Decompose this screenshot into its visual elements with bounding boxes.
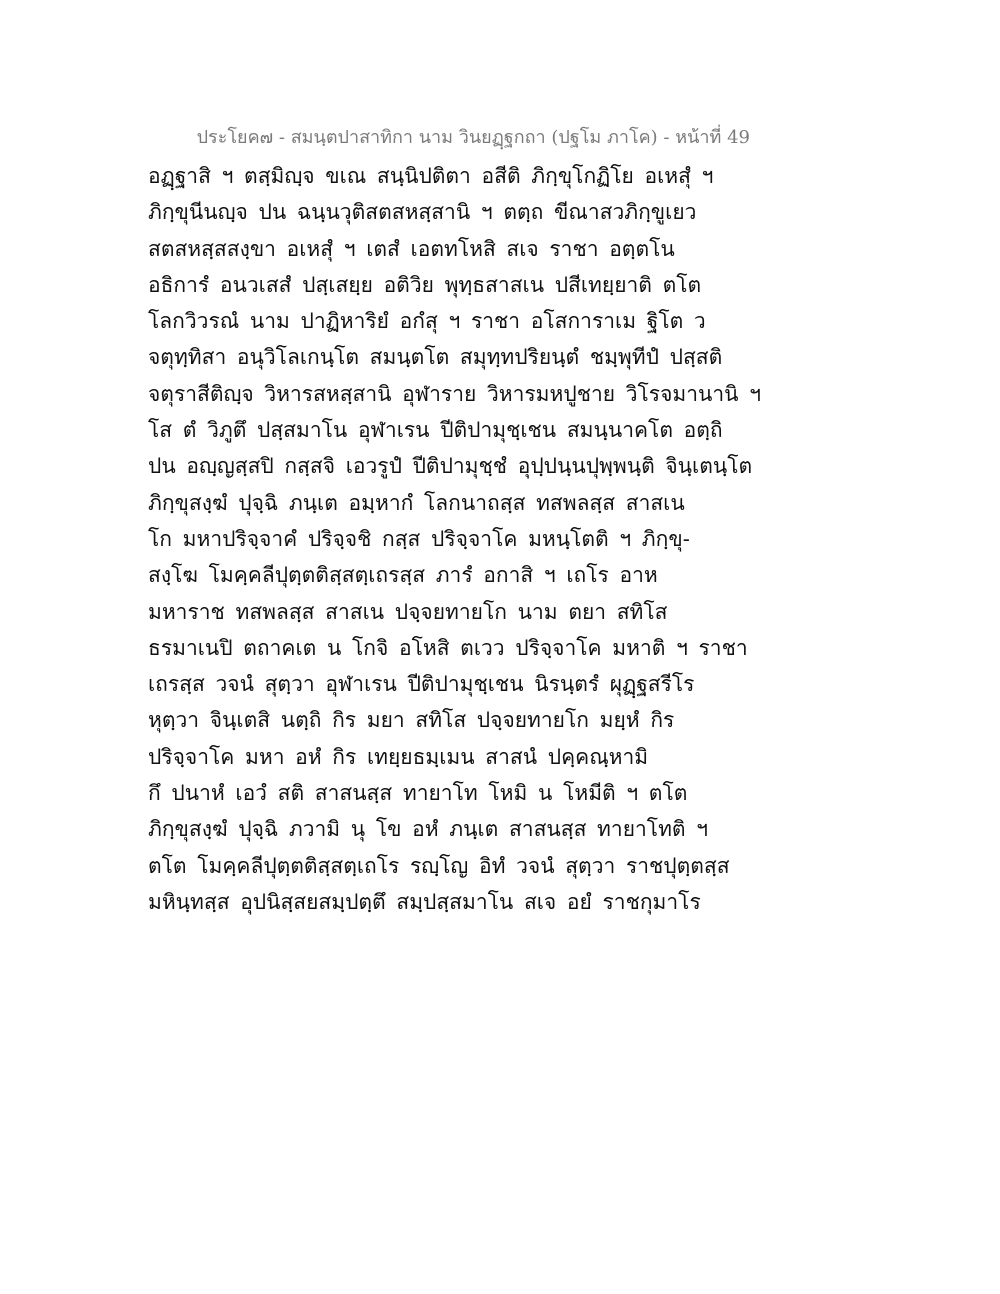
text-line: ปริจฺจาโค มหา อหํ กิร เทยฺยธมฺเมน สาสนํ ปคฺคณฺหามิ	[148, 744, 649, 769]
text-line: จตุทฺทิสา อนุวิโลเกนฺโต สมนฺตโต สมุทฺทปริยนฺตํ ชมฺพุทีปํ ปสฺสติ	[148, 345, 723, 370]
text-line: กึ ปนาหํ เอวํ สติ สาสนสฺส ทายาโท โหมิ น โหมีติ ฯ ตโต	[148, 781, 688, 806]
text-line: โลกวิวรณํ นาม ปาฏิหาริยํ อกํสุ ฯ ราชา อโสการาเม ฐิโต ว	[148, 309, 706, 334]
text-line: ตโต โมคฺคลีปุตฺตติสฺสตฺเถโร รญฺโญ อิทํ วจนํ สุตฺวา ราชปุตฺตสฺส	[148, 853, 730, 878]
text-line: ธรมาเนปิ ตถาคเต น โกจิ อโหสิ ตเวว ปริจฺจาโค มหาติ ฯ ราชา	[148, 635, 748, 660]
text-line: สตสหสฺสสงฺขา อเหสุํ ฯ เตสํ เอตทโหสิ สเจ ราชา อตฺตโน	[148, 236, 675, 261]
text-line: เถรสฺส วจนํ สุตฺวา อุฬาเรน ปีติปามุชฺเชน นิรนฺตรํ ผุฏฺฐสรีโร	[148, 672, 695, 697]
text-line: มหาราช ทสพลสฺส สาสเน ปจฺจยทายโก นาม ตยา สทิโส	[148, 599, 668, 624]
text-line: สงฺโฆ โมคฺคลีปุตฺตติสฺสตฺเถรสฺส ภารํ อกาสิ ฯ เถโร อาห	[148, 563, 658, 588]
body-text	[148, 158, 868, 920]
text-line: ภิกฺขุสงฺฆํ ปุจฺฉิ ภวามิ นุ โข อหํ ภนฺเต สาสนสฺส ทายาโทติ ฯ	[148, 817, 709, 842]
text-line: โก มหาปริจฺจาคํ ปริจฺจชิ กสฺส ปริจฺจาโค มหนฺโตติ ฯ ภิกฺขุ-	[148, 526, 690, 551]
text-line: ภิกฺขุนีนญฺจ ปน ฉนฺนวุติสตสหสฺสานิ ฯ ตตฺถ ขีณาสวภิกฺขูเยว	[148, 200, 697, 225]
text-line: อธิการํ อนวเสสํ ปสฺเสยฺย อติวิย พุทฺธสาสเน ปสีเทยฺยาติ ตโต	[148, 272, 702, 297]
text-line: ปน อญฺญสฺสปิ กสฺสจิ เอวรูปํ ปีติปามุชฺชํ อุปฺปนฺนปุพฺพนฺติ จินฺเตนฺโต	[148, 454, 753, 479]
text-line: จตุราสีติญฺจ วิหารสหสฺสานิ อุฬาราย วิหารมหปูชาย วิโรจมานานิ ฯ	[148, 381, 761, 406]
running-header: ประโยค๗ - สมนฺตปาสาทิกา นาม วินยฏฺฐกถา (ปฐโม ภาโค) - หน้าที่ 49	[196, 127, 750, 148]
text-line: โส ตํ วิภูตึ ปสฺสมาโน อุฬาเรน ปีติปามุชฺเชน สมนฺนาคโต อตฺถิ	[148, 418, 723, 443]
text-line: หุตฺวา จินฺเตสิ นตฺถิ กิร มยา สทิโส ปจฺจยทายโก มยฺหํ กิร	[148, 708, 675, 733]
text-line: มหินฺทสฺส อุปนิสฺสยสมฺปตฺตึ สมฺปสฺสมาโน สเจ อยํ ราชกุมาโร	[148, 889, 701, 914]
text-line: ิอฏฺฐาสิ ฯ ตสฺมิญฺจ ขเณ สนฺนิปติตา อสีติ ภิกฺขุโกฏิโย อเหสุํ ฯ	[148, 164, 714, 188]
text-line: ภิกฺขุสงฺฆํ ปุจฺฉิ ภนฺเต อมฺหากํ โลกนาถสฺส ทสพลสฺส สาสเน	[148, 490, 685, 515]
